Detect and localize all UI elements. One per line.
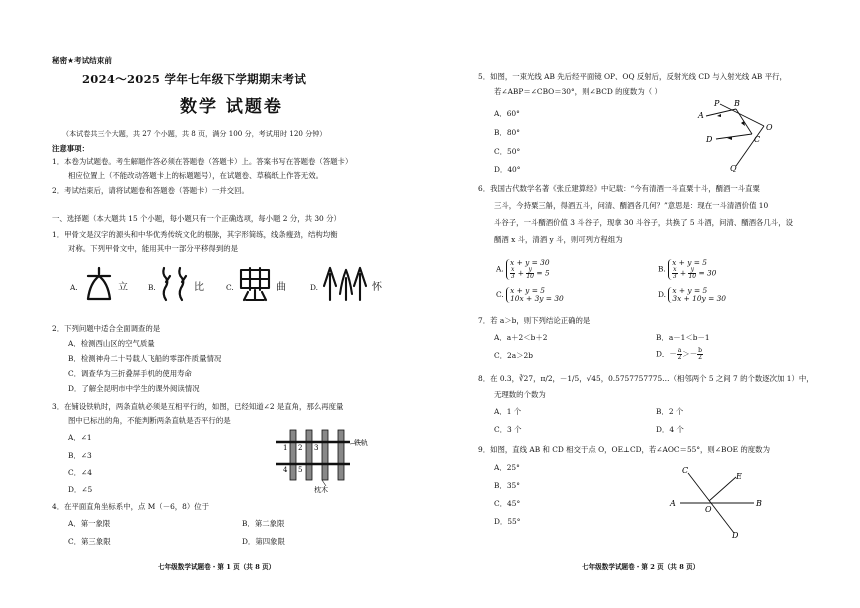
question-2-stem: 2．下列问题中适合全面调查的是 [52, 324, 161, 333]
question-1-stem: 对称。下列甲骨文中，能用其中一部分平移得到的是 [68, 244, 238, 253]
q8-option-d: D．4 个 [656, 425, 684, 434]
question-9-stem: 9．如图，直线 AB 和 CD 相交于点 O，OE⊥CD，若∠AOC＝55°，则∠BOE 的度数为 [478, 445, 770, 454]
q6-system-a: x + y = 30 $\frac{x}{3}$ + $\frac{y}{10}$ = 5 [506, 259, 550, 280]
oracle-char-qu-icon [236, 264, 274, 304]
rail-label: 铁轨 [354, 439, 368, 447]
q5-option-b: B．80° [494, 128, 520, 137]
q5-option-d: D．40° [494, 165, 521, 174]
subject-title: 数学 试题卷 [180, 97, 283, 117]
q2-option-c: C．调查华为三折叠屏手机的使用寿命 [68, 369, 192, 378]
point-o-label: O [705, 505, 712, 514]
q9-option-d: D．55° [494, 517, 521, 526]
sleeper-label: 枕木 [314, 486, 328, 494]
q1-char-b: 比 [194, 282, 204, 293]
question-8-stem: 8．在 0.3，∛27，π/2，－1/5，√45，0.5757757775…（相邻两个 5 之间 7 的个数逐次加 1）中， [478, 374, 814, 383]
point-c-label: C [682, 466, 689, 475]
oracle-char-bi-icon [158, 264, 192, 304]
q7-option-a: A．a＋2＜b＋2 [494, 333, 548, 342]
question-3-stem: 3．在铺设铁轨时，两条直轨必须是互相平行的，如图，已经知道∠2 是直角，那么再度量 [52, 402, 344, 411]
section-heading: 一、选择题（本大题共 15 个小题，每小题只有一个正确选项，每小题 2 分，共 30 分） [52, 214, 341, 223]
intersecting-lines-figure [668, 463, 768, 539]
question-8-stem: 无理数的个数为 [494, 390, 546, 399]
point-b-label: B [734, 99, 740, 108]
question-4-stem: 4．在平面直角坐标系中，点 M（－6，8）位于 [52, 502, 210, 511]
q4-option-a: A．第一象限 [68, 519, 111, 528]
q6-option-a: A. x + y = 30 $\frac{x}{3}$ + $\frac{y}{10}$ = 5 [496, 258, 550, 280]
point-d-label: D [732, 531, 739, 539]
q3-option-d: D．∠5 [68, 485, 93, 494]
question-6-stem: 6．我国古代数学名著《张丘建算经》中记载：“今有清酒一斗直粟十斗，醑酒一斗直粟 [478, 184, 760, 193]
angle-label-3: 3 [314, 444, 319, 452]
notice-title: 注意事项： [52, 144, 89, 153]
q3-option-b: B．∠3 [68, 451, 92, 460]
q6-system-d: x + y = 5 3x + 10y = 30 [668, 287, 726, 303]
angle-label-5: 5 [298, 466, 303, 474]
q2-option-a: A．检测西山区的空气质量 [68, 339, 155, 348]
q1-option-a: A. [70, 283, 78, 292]
angle-label-4: 4 [283, 466, 288, 474]
q6-system-c: x + y = 5 10x + 3y = 30 [506, 287, 564, 303]
q6-option-d: D. x + y = 5 3x + 10y = 30 [658, 286, 727, 303]
notice-item: 1．本卷为试题卷。考生解题作答必须在答题卷（答题卡）上。答案书写在答题卷（答题卡） [52, 157, 353, 166]
q4-option-c: C．第三象限 [68, 537, 111, 546]
q5-option-c: C．50° [494, 147, 521, 156]
point-c-label: C [754, 135, 761, 144]
notice-item: 相应位置上（不能改动答题卡上的标题题号），在试题卷、草稿纸上作答无效。 [68, 171, 323, 180]
q1-char-d: 怀 [372, 282, 382, 293]
point-e-label: E [736, 472, 742, 481]
question-5-stem: 5．如图，一束光线 AB 先后经平面镜 OP、OQ 反射后，反射光线 CD 与入射光线 AB 平行， [478, 72, 787, 81]
point-b-label: B [756, 499, 762, 508]
q6-option-c: C. x + y = 5 10x + 3y = 30 [496, 286, 564, 303]
q9-option-a: A．25° [494, 463, 520, 472]
q6-option-b: B. x + y = 5 $\frac{x}{3}$ + $\frac{y}{10}$ = 30 [658, 258, 717, 280]
q2-option-d: D．了解全昆明市中学生的课外阅读情况 [68, 384, 200, 393]
q2-option-b: B．检测神舟二十号载人飞船的零部件质量情况 [68, 354, 222, 363]
angle-label-2: 2 [298, 444, 303, 452]
q8-option-c: C．3 个 [494, 425, 522, 434]
point-p-label: P [714, 99, 720, 108]
mirror-reflection-figure [696, 96, 776, 172]
q7-option-b: B．a－1＜b－1 [656, 333, 710, 342]
railway-figure [270, 424, 374, 494]
q3-option-c: C．∠4 [68, 468, 92, 477]
question-7-stem: 7．若 a＞b，则下列结论正确的是 [478, 316, 591, 325]
question-6-stem: 斗谷子，一斗醑酒价值 3 斗谷子，现拿 30 斗谷子，共换了 5 斗酒，问清、醑酒各几斗，设 [494, 218, 793, 227]
q1-char-a: 立 [118, 282, 128, 293]
question-1-stem: 1．甲骨文是汉字的源头和中华优秀传统文化的根脉，其字形简练，线条瘦劲，结构均衡 [52, 230, 338, 239]
question-6-stem: 醑酒 x 斗，清酒 y 斗，则可列方程组为 [494, 235, 623, 244]
page-footer: 七年级数学试题卷・第 1 页（共 8 页） [158, 563, 276, 571]
q8-option-a: A．1 个 [494, 407, 522, 416]
question-6-stem: 三斗，今持粟三斛，得酒五斗，问清、醑酒各几何？”意思是：现在一斗清酒价值 10 [494, 201, 769, 210]
oracle-char-li-icon [82, 265, 116, 303]
q1-char-c: 曲 [276, 282, 286, 293]
q7-option-c: C．2a＞2b [494, 351, 533, 360]
secret-label: 秘密★考试结束前 [52, 56, 112, 65]
q4-option-d: D．第四象限 [242, 537, 285, 546]
q3-option-a: A．∠1 [68, 433, 92, 442]
point-o-label: O [766, 123, 773, 132]
q1-option-c: C. [226, 283, 234, 292]
exam-intro: （本试卷共三个大题，共 27 个小题，共 8 页，满分 100 分，考试用时 120 分钟） [62, 129, 327, 138]
q7-option-d: D．－ $\frac{a}{2}$ ＞－ $\frac{b}{2}$ [656, 347, 702, 361]
point-a-label: A [698, 111, 704, 120]
question-3-stem: 图中已标出的角，不能判断两条直轨是否平行的是 [68, 416, 231, 425]
q1-option-b: B. [148, 283, 156, 292]
q5-option-a: A．60° [494, 109, 520, 118]
question-5-stem: 若∠ABP＝∠CBO＝30°，则∠BCD 的度数为（ ） [494, 87, 662, 96]
q1-option-d: D. [310, 283, 319, 292]
q8-option-b: B．2 个 [656, 407, 684, 416]
q6-system-b: x + y = 5 $\frac{x}{3}$ + $\frac{y}{10}$ = 30 [668, 259, 716, 280]
q9-option-b: B．35° [494, 481, 520, 490]
point-d-label: D [706, 135, 713, 144]
page-footer: 七年级数学试题卷・第 2 页（共 8 页） [582, 563, 700, 571]
point-q-label: Q [730, 164, 737, 172]
angle-label-1: 1 [283, 444, 288, 452]
point-a-label: A [670, 499, 676, 508]
notice-item: 2．考试结束后，请将试题卷和答题卷（答题卡）一并交回。 [52, 186, 249, 195]
q9-option-c: C．45° [494, 499, 521, 508]
exam-title: 2024～2025 学年七年级下学期期末考试 [82, 72, 307, 86]
oracle-char-huai-icon [320, 264, 370, 304]
q4-option-b: B．第二象限 [242, 519, 285, 528]
